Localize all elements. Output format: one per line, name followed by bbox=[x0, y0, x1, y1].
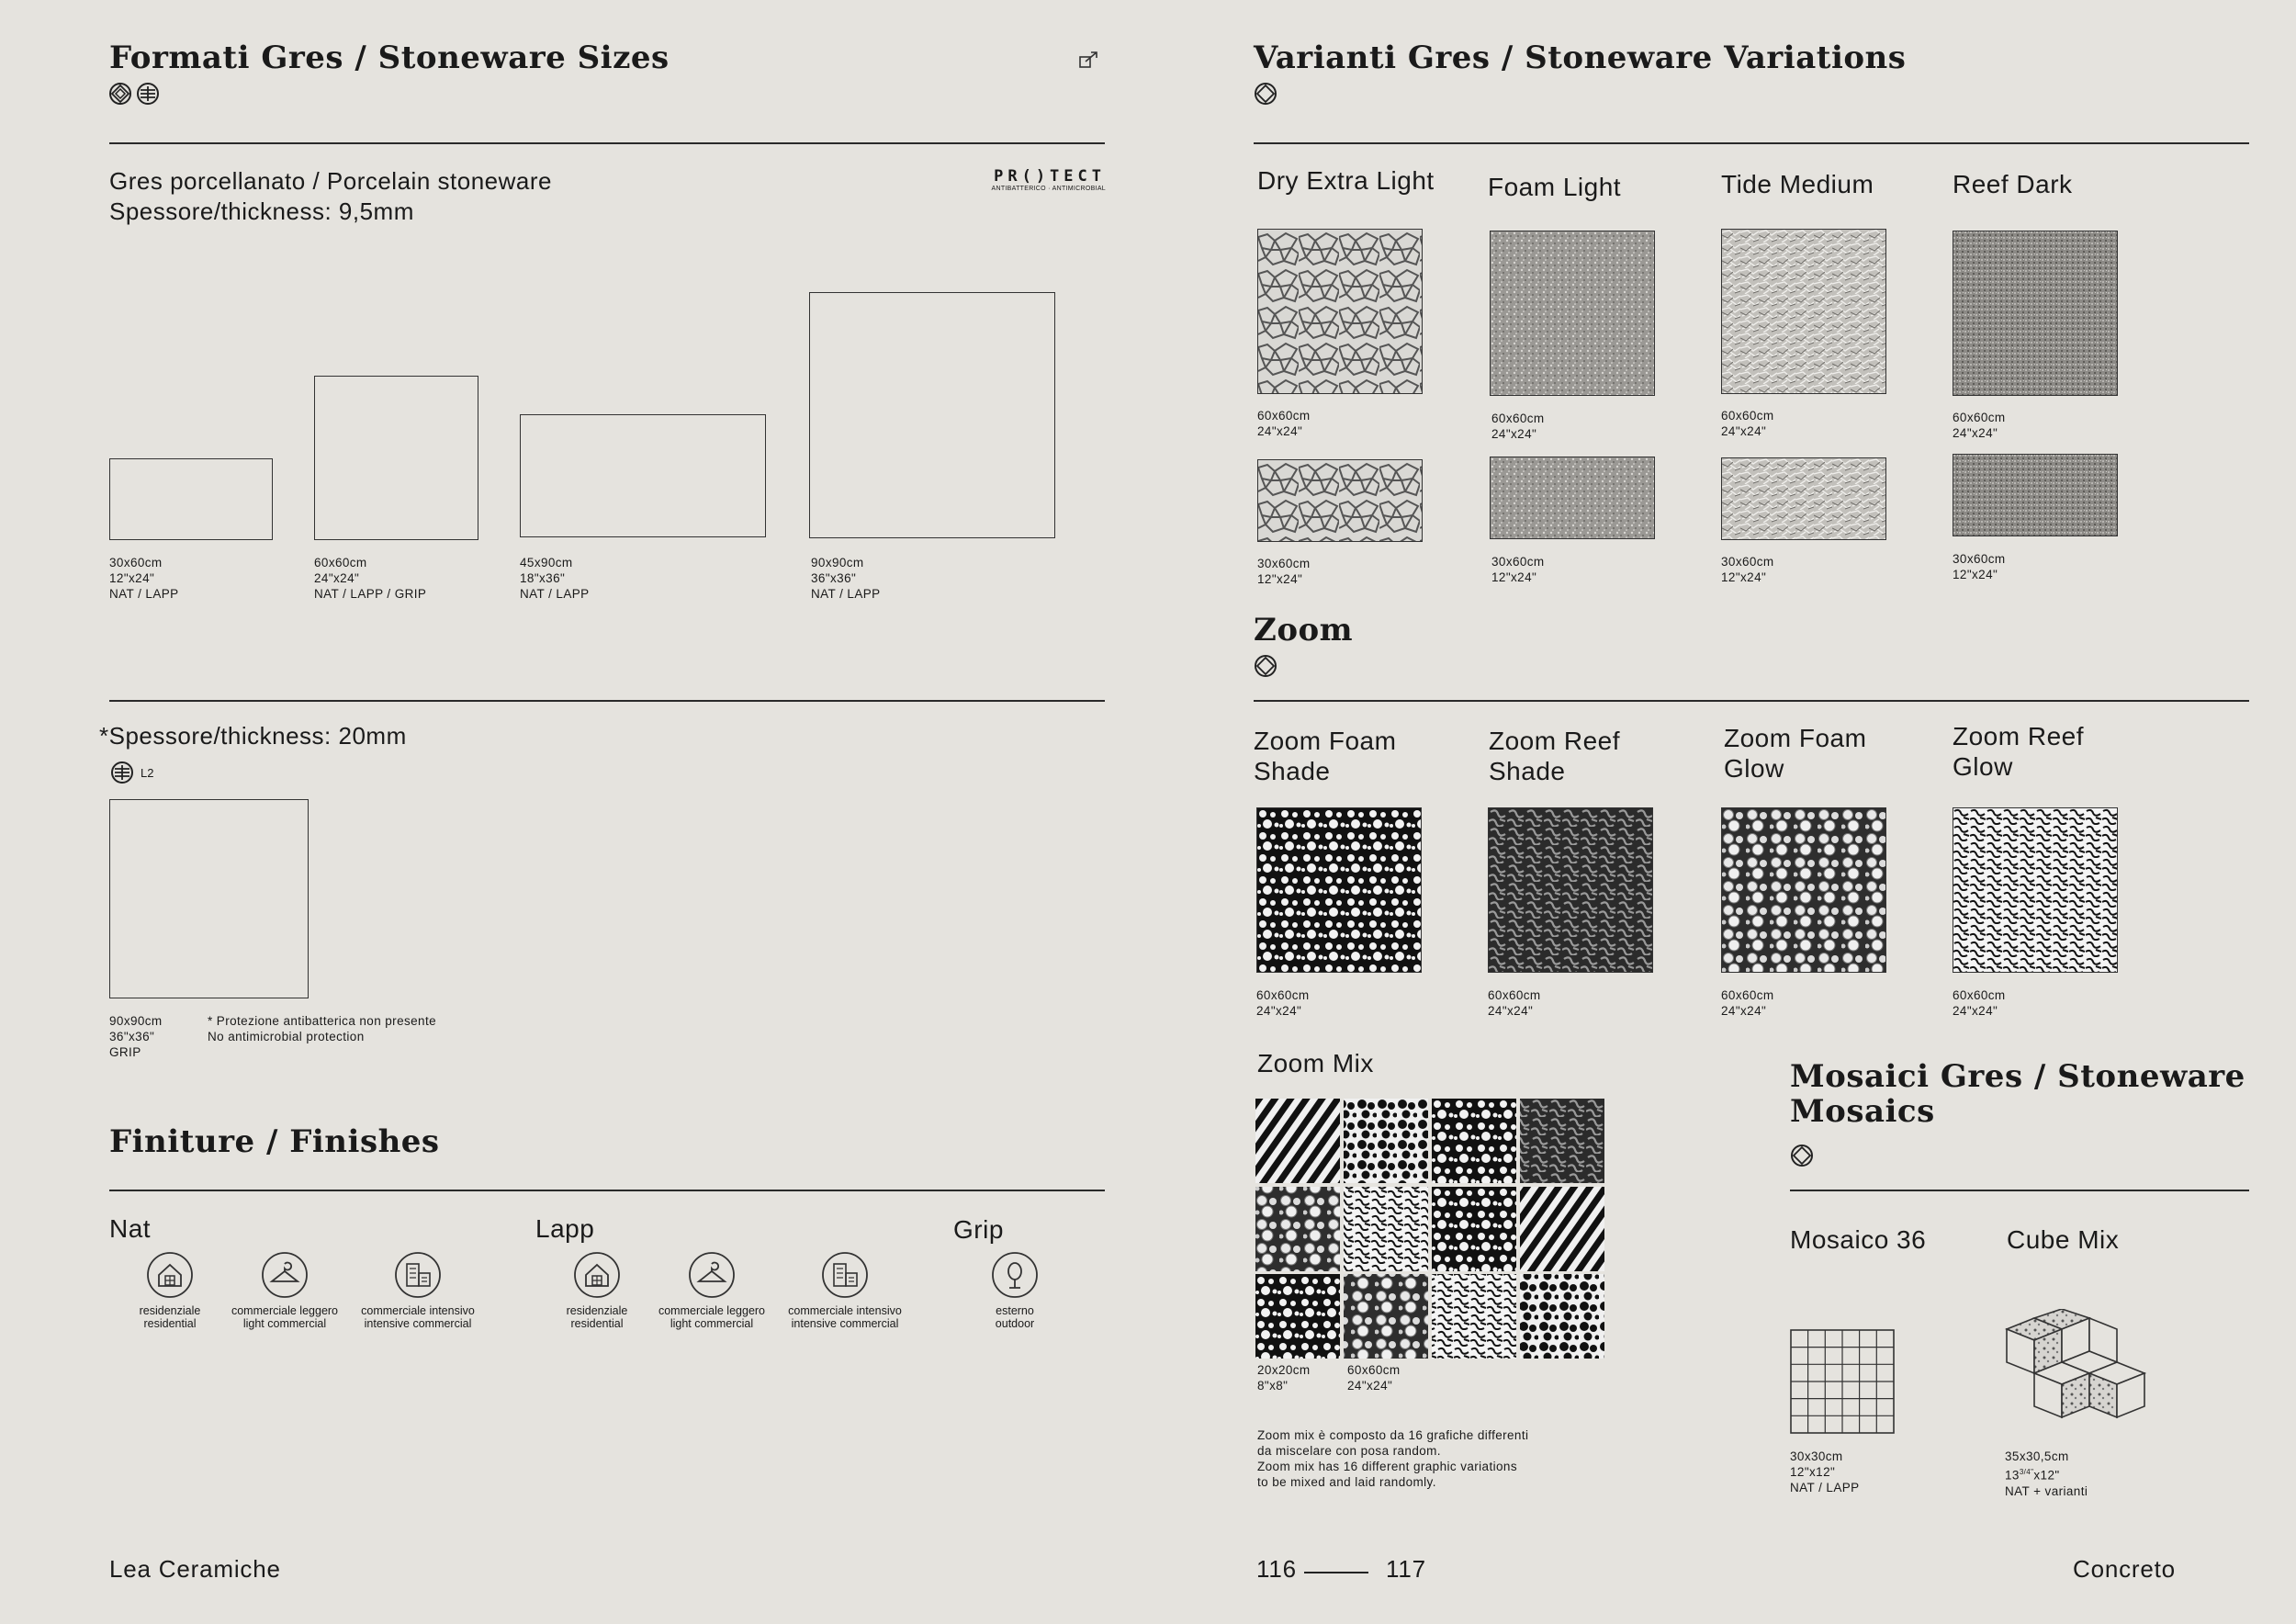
tile-label bbox=[1257, 1362, 1311, 1393]
usage-en: residential bbox=[143, 1317, 197, 1330]
protect-logo-word: PR()TECT bbox=[994, 167, 1106, 186]
usage-light-commercial bbox=[211, 1251, 358, 1330]
format-finish: NAT / LAPP bbox=[109, 587, 179, 601]
name-line: Zoom Reef bbox=[1953, 722, 2084, 750]
usage-it: residenziale bbox=[139, 1304, 201, 1317]
zoom-mix-grid bbox=[1255, 1099, 1604, 1359]
tile-size: 60x60cm bbox=[1721, 988, 1774, 1002]
tile-label bbox=[1953, 987, 2006, 1019]
mosaic-inch bbox=[2005, 1464, 2088, 1483]
floor-wall-symbol-icon bbox=[1254, 654, 1277, 678]
title-line: Mosaics bbox=[1790, 1093, 1935, 1130]
hanger-icon bbox=[688, 1251, 736, 1299]
tile-size: 30x60cm bbox=[1721, 555, 1774, 569]
format-45x90-shape bbox=[520, 414, 766, 537]
variant-name: Reef Dark bbox=[1953, 170, 2073, 198]
mosaics-title bbox=[1790, 1059, 2245, 1129]
tile-inch: 24"x24" bbox=[1347, 1379, 1393, 1393]
zoom-variant-name bbox=[1254, 726, 1396, 786]
variant-name: Tide Medium bbox=[1721, 170, 1874, 198]
buildings-icon bbox=[394, 1251, 442, 1299]
tile-tide-medium-60x60 bbox=[1721, 229, 1886, 394]
floor-wall-symbol-icon bbox=[1254, 82, 1277, 106]
buildings-icon bbox=[821, 1251, 869, 1299]
usage-it: commerciale intensivo bbox=[361, 1304, 475, 1317]
tile-inch: 24"x24" bbox=[1491, 427, 1537, 441]
usage-en: outdoor bbox=[995, 1317, 1035, 1330]
finish-nat: Nat bbox=[109, 1214, 152, 1243]
page-number-divider bbox=[1304, 1572, 1368, 1573]
right-page-title: Varianti Gres / Stoneware Variations bbox=[1254, 39, 1907, 76]
format-finish: NAT / LAPP bbox=[520, 587, 590, 601]
antimicrobial-note bbox=[208, 1013, 436, 1044]
collection-footer: Concreto bbox=[2073, 1555, 2176, 1583]
zoom-mix-title: Zoom Mix bbox=[1257, 1049, 1374, 1077]
tile-size: 60x60cm bbox=[1257, 409, 1311, 423]
format-label bbox=[109, 555, 179, 602]
name-line: Shade bbox=[1254, 757, 1331, 785]
format-size: 45x90cm bbox=[520, 556, 573, 570]
usage-it: commerciale leggero bbox=[658, 1304, 766, 1317]
finishes-title: Finiture / Finishes bbox=[109, 1123, 440, 1160]
name-line: Glow bbox=[1953, 752, 2013, 781]
tile-foam-light-60x60 bbox=[1490, 231, 1655, 396]
format-label bbox=[109, 1013, 163, 1060]
format-inch: 24"x24" bbox=[314, 571, 360, 585]
format-size: 60x60cm bbox=[314, 556, 367, 570]
tile-label bbox=[1721, 554, 1774, 585]
tile-size: 20x20cm bbox=[1257, 1363, 1311, 1377]
divider bbox=[1254, 142, 2249, 144]
finish-grip: Grip bbox=[953, 1215, 1004, 1244]
tile-inch: 12"x24" bbox=[1257, 572, 1303, 586]
variant-name: Foam Light bbox=[1488, 173, 1622, 201]
tile-label bbox=[1256, 987, 1310, 1019]
tile-label bbox=[1491, 554, 1545, 585]
variant-name: Dry Extra Light bbox=[1257, 166, 1435, 195]
format-label bbox=[520, 555, 590, 602]
usage-en: intensive commercial bbox=[791, 1317, 899, 1330]
tile-label bbox=[1257, 408, 1311, 439]
residential-house-icon bbox=[146, 1251, 194, 1299]
format-inch: 36"x36" bbox=[811, 571, 857, 585]
name-line: Zoom Foam bbox=[1724, 724, 1867, 752]
name-line: Glow bbox=[1724, 754, 1784, 783]
tile-dry-extra-light-30x60 bbox=[1257, 459, 1423, 542]
zoom-variant-name bbox=[1489, 726, 1620, 786]
tile-zoom-reef-glow bbox=[1953, 807, 2118, 973]
format-inch: 36"x36" bbox=[109, 1030, 155, 1043]
format-label bbox=[811, 555, 881, 602]
protect-logo bbox=[985, 167, 1106, 192]
usage-intensive-commercial bbox=[344, 1251, 491, 1330]
divider bbox=[109, 700, 1105, 702]
mosaic-finish: NAT / LAPP bbox=[1790, 1481, 1860, 1494]
mosaic-size: 35x30,5cm bbox=[2005, 1449, 2069, 1463]
format-size: 90x90cm bbox=[811, 556, 864, 570]
page-number-left: 116 bbox=[1256, 1555, 1297, 1583]
divider bbox=[109, 142, 1105, 144]
name-line: Shade bbox=[1489, 757, 1566, 785]
note-line: to be mixed and laid randomly. bbox=[1257, 1475, 1436, 1489]
name-line: Zoom Foam bbox=[1254, 727, 1397, 755]
zoom-mix-note bbox=[1257, 1427, 1528, 1490]
tile-inch: 24"x24" bbox=[1953, 1004, 1998, 1018]
tile-label bbox=[1721, 987, 1774, 1019]
tile-size: 30x60cm bbox=[1257, 557, 1311, 570]
tile-foam-light-30x60 bbox=[1490, 457, 1655, 539]
usage-outdoor bbox=[941, 1251, 1088, 1330]
title-line: Mosaici Gres / Stoneware bbox=[1790, 1058, 2245, 1095]
tile-inch: 12"x24" bbox=[1721, 570, 1767, 584]
zoom-variant-name bbox=[1953, 721, 2084, 782]
inch-rest: x12" bbox=[2033, 1468, 2060, 1483]
thickness-20mm-title: *Spessore/thickness: 20mm bbox=[99, 722, 407, 750]
floor-usage-icon bbox=[111, 761, 133, 784]
left-page-title: Formati Gres / Stoneware Sizes bbox=[109, 39, 670, 76]
mosaico-36-grid bbox=[1790, 1329, 1895, 1434]
tile-size: 30x60cm bbox=[1491, 555, 1545, 569]
tile-label bbox=[1257, 556, 1311, 587]
format-90x90-20mm-shape bbox=[109, 799, 309, 998]
inch-fraction: 3/4" bbox=[2019, 1468, 2034, 1476]
residential-house-icon bbox=[573, 1251, 621, 1299]
tile-reef-dark-30x60 bbox=[1953, 454, 2118, 536]
tile-label bbox=[1721, 408, 1774, 439]
tile-label bbox=[1491, 411, 1545, 442]
tile-inch: 12"x24" bbox=[1491, 570, 1537, 584]
usage-light-commercial bbox=[638, 1251, 785, 1330]
note-line: da miscelare con posa random. bbox=[1257, 1444, 1441, 1458]
format-finish: NAT / LAPP / GRIP bbox=[314, 587, 427, 601]
protect-logo-caption: ANTIBATTERICO · ANTIMICROBIAL bbox=[991, 186, 1106, 192]
format-size: 90x90cm bbox=[109, 1014, 163, 1028]
mosaic-label bbox=[2005, 1449, 2088, 1499]
mosaic-inch: 12"x12" bbox=[1790, 1465, 1836, 1479]
note-line: No antimicrobial protection bbox=[208, 1030, 365, 1043]
format-90x90-shape bbox=[809, 292, 1055, 538]
class-rating bbox=[111, 761, 153, 784]
mosaic-label bbox=[1790, 1449, 1860, 1495]
tile-inch: 12"x24" bbox=[1953, 568, 1998, 581]
format-finish: GRIP bbox=[109, 1045, 141, 1059]
tile-dry-extra-light-60x60 bbox=[1257, 229, 1423, 394]
usage-en: light commercial bbox=[670, 1317, 754, 1330]
tile-label bbox=[1953, 410, 2006, 441]
divider bbox=[109, 1190, 1105, 1191]
hanger-icon bbox=[261, 1251, 309, 1299]
cube-mix-hexagons bbox=[2005, 1309, 2161, 1438]
tile-inch: 24"x24" bbox=[1488, 1004, 1534, 1018]
finish-lapp: Lapp bbox=[535, 1214, 595, 1243]
tile-inch: 24"x24" bbox=[1256, 1004, 1302, 1018]
tile-label bbox=[1488, 987, 1541, 1019]
tile-label bbox=[1347, 1362, 1401, 1393]
external-link-icon[interactable] bbox=[1078, 50, 1100, 70]
format-label bbox=[314, 555, 426, 602]
porcelain-heading bbox=[109, 166, 552, 227]
format-inch: 12"x24" bbox=[109, 571, 155, 585]
tile-size: 30x60cm bbox=[1953, 552, 2006, 566]
usage-intensive-commercial bbox=[771, 1251, 918, 1330]
zoom-title: Zoom bbox=[1254, 612, 1354, 648]
tile-size: 60x60cm bbox=[1347, 1363, 1401, 1377]
usage-it: commerciale leggero bbox=[231, 1304, 339, 1317]
format-finish: NAT / LAPP bbox=[811, 587, 881, 601]
usage-it: residenziale bbox=[566, 1304, 628, 1317]
tile-label bbox=[1953, 551, 2006, 582]
usage-en: intensive commercial bbox=[364, 1317, 472, 1330]
floor-wall-symbol-icon bbox=[1790, 1144, 1814, 1167]
note-line: Zoom mix è composto da 16 grafiche differenti bbox=[1257, 1428, 1529, 1442]
tile-reef-dark-60x60 bbox=[1953, 231, 2118, 396]
thickness-label: Spessore/thickness: 9,5mm bbox=[109, 197, 414, 225]
tile-inch: 24"x24" bbox=[1721, 1004, 1767, 1018]
format-30x60-shape bbox=[109, 458, 273, 540]
tile-inch: 24"x24" bbox=[1721, 424, 1767, 438]
name-line: Zoom Reef bbox=[1489, 727, 1620, 755]
tile-size: 60x60cm bbox=[1953, 988, 2006, 1002]
tile-size: 60x60cm bbox=[1953, 411, 2006, 424]
tile-zoom-foam-glow bbox=[1721, 807, 1886, 973]
porcelain-subtitle: Gres porcellanato / Porcelain stoneware bbox=[109, 167, 552, 195]
format-size: 30x60cm bbox=[109, 556, 163, 570]
floor-wall-symbols-icon bbox=[109, 82, 164, 106]
page-number-right: 117 bbox=[1386, 1555, 1426, 1583]
usage-it: esterno bbox=[996, 1304, 1034, 1317]
brand-footer: Lea Ceramiche bbox=[109, 1555, 281, 1583]
mosaic-size: 30x30cm bbox=[1790, 1449, 1843, 1463]
note-line: Zoom mix has 16 different graphic variations bbox=[1257, 1460, 1517, 1473]
tile-zoom-foam-shade bbox=[1256, 807, 1422, 973]
usage-en: light commercial bbox=[242, 1317, 327, 1330]
tile-size: 60x60cm bbox=[1256, 988, 1310, 1002]
tile-size: 60x60cm bbox=[1721, 409, 1774, 423]
tile-size: 60x60cm bbox=[1491, 412, 1545, 425]
tree-outdoor-icon bbox=[991, 1251, 1039, 1299]
tile-inch: 8"x8" bbox=[1257, 1379, 1289, 1393]
tile-tide-medium-30x60 bbox=[1721, 457, 1886, 540]
note-line: * Protezione antibatterica non presente bbox=[208, 1014, 437, 1028]
usage-it: commerciale intensivo bbox=[788, 1304, 902, 1317]
zoom-variant-name bbox=[1724, 723, 1866, 784]
tile-inch: 24"x24" bbox=[1257, 424, 1303, 438]
mosaic-name: Mosaico 36 bbox=[1790, 1225, 1927, 1254]
title-symbols bbox=[109, 82, 164, 106]
divider bbox=[1790, 1190, 2249, 1191]
tile-size: 60x60cm bbox=[1488, 988, 1541, 1002]
inch-whole: 13 bbox=[2005, 1468, 2020, 1483]
format-60x60-shape bbox=[314, 376, 478, 540]
mosaic-name: Cube Mix bbox=[2007, 1225, 2120, 1254]
usage-en: residential bbox=[570, 1317, 624, 1330]
class-rating-label: L2 bbox=[141, 765, 154, 780]
divider bbox=[1254, 700, 2249, 702]
mosaic-finish: NAT + varianti bbox=[2005, 1483, 2088, 1498]
tile-zoom-reef-shade bbox=[1488, 807, 1653, 973]
format-inch: 18"x36" bbox=[520, 571, 566, 585]
tile-inch: 24"x24" bbox=[1953, 426, 1998, 440]
